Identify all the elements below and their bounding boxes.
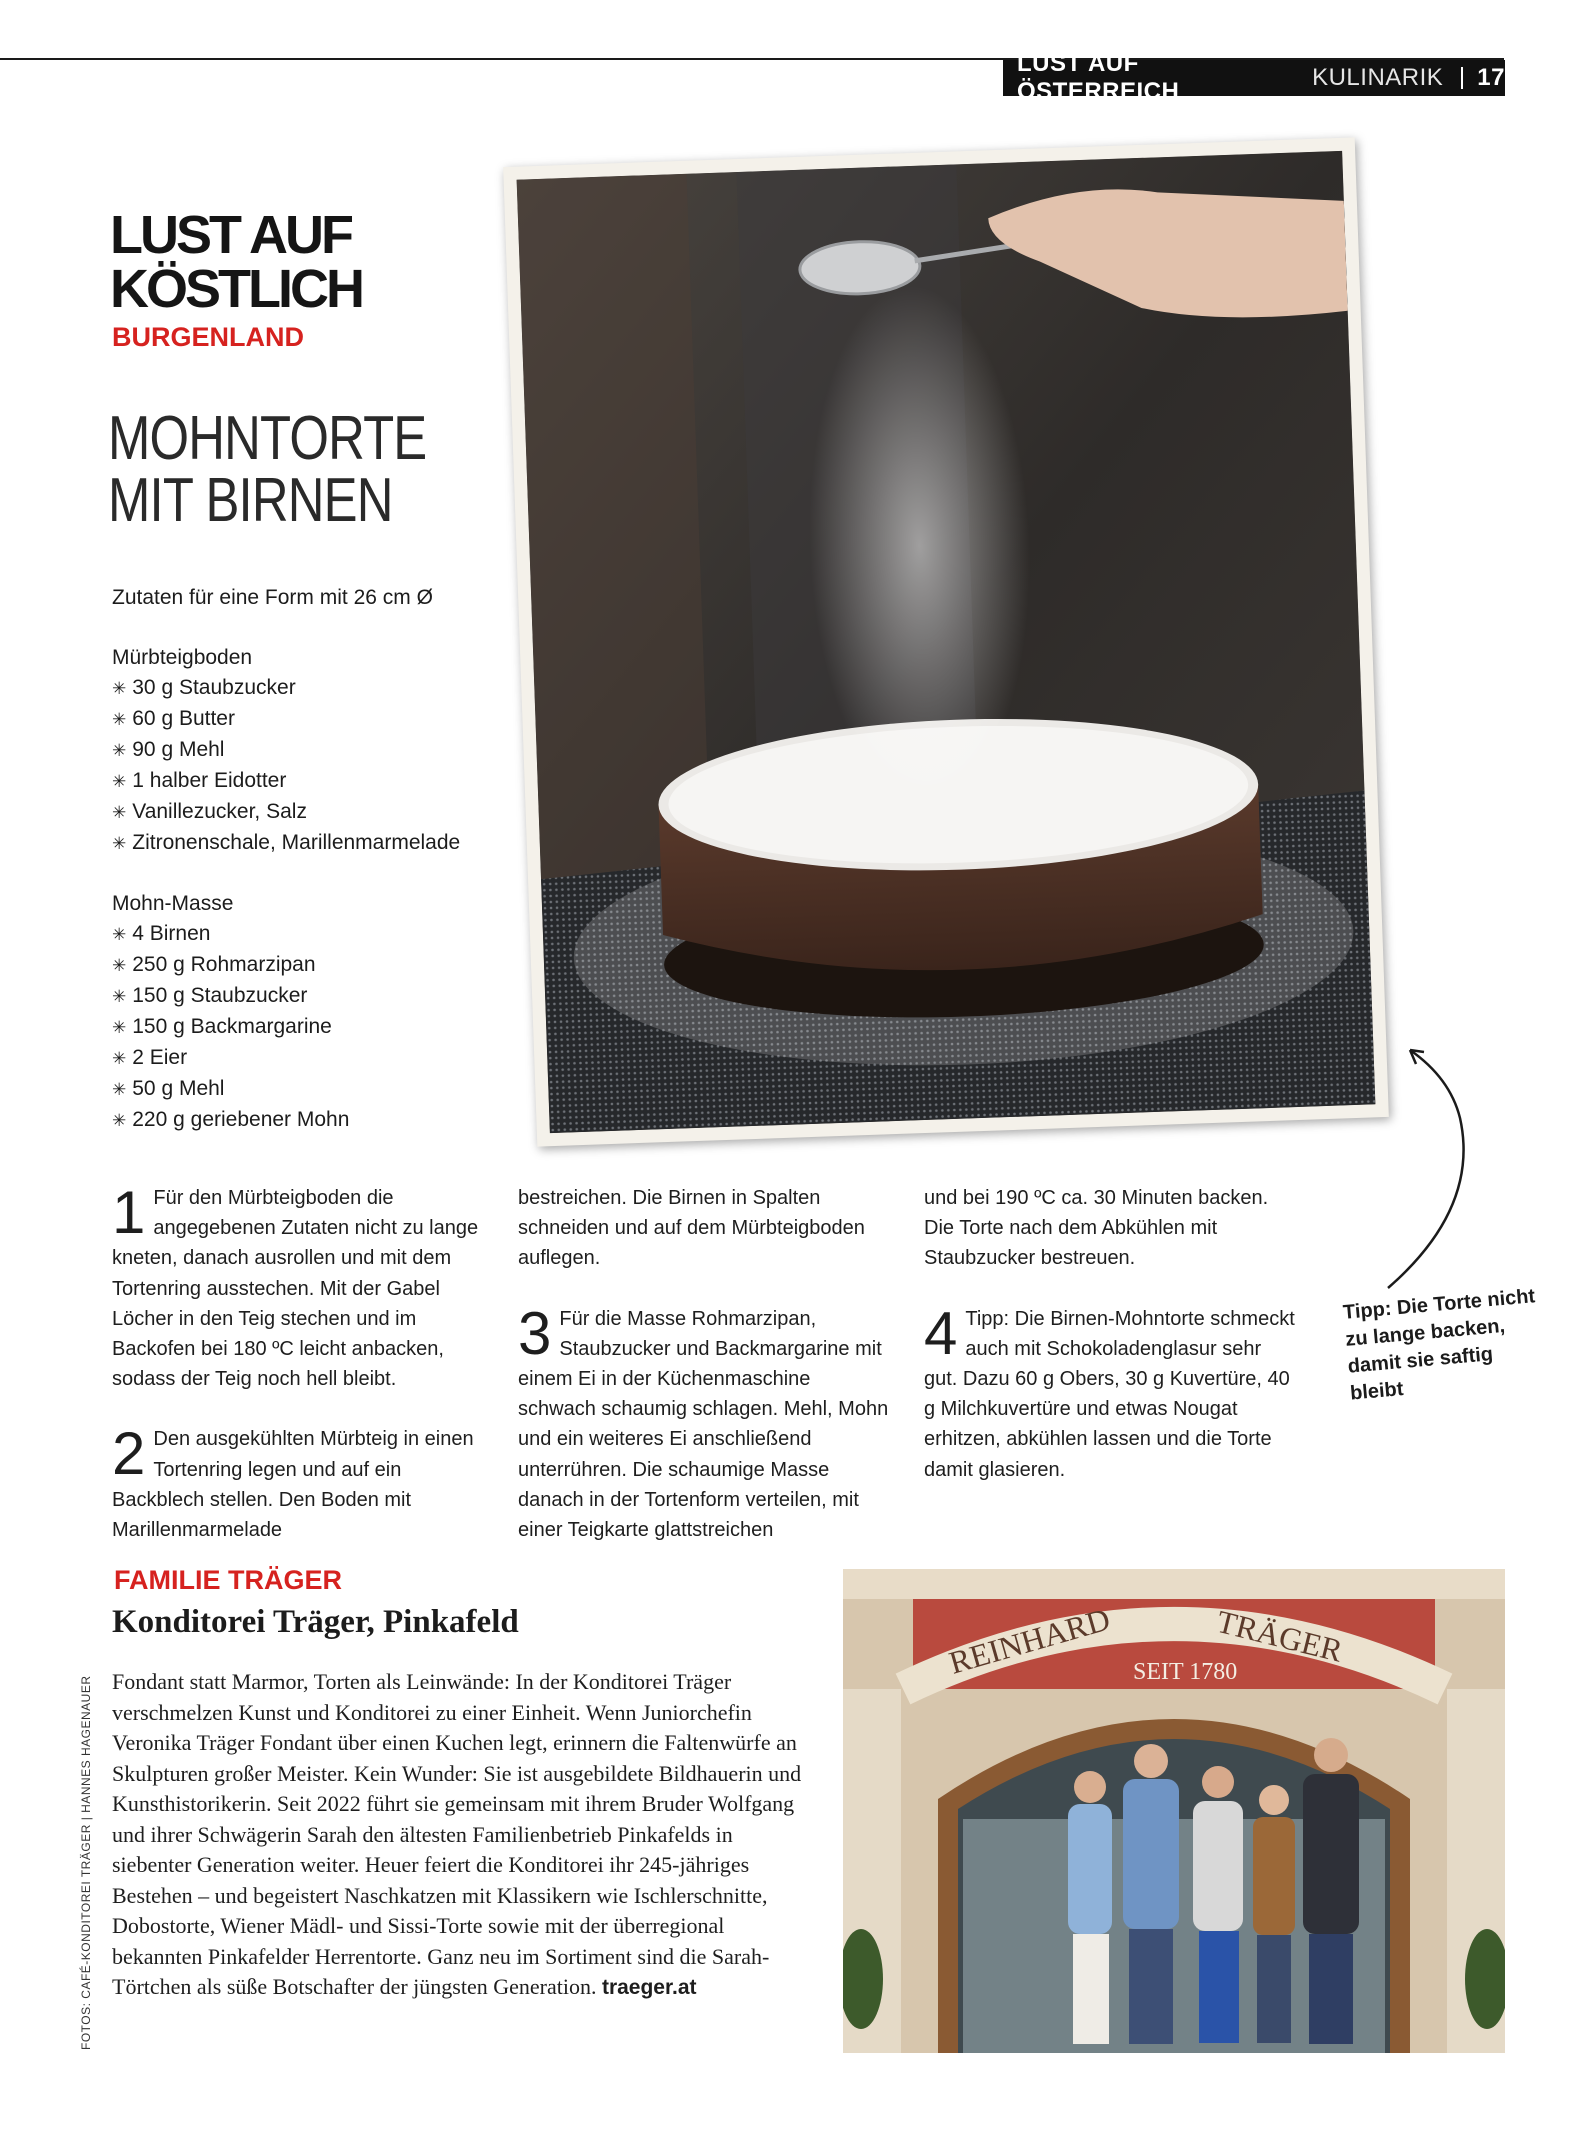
- logo-line-2: KÖSTLICH: [110, 259, 362, 319]
- step-1: [112, 1179, 487, 1394]
- brand-logo: [110, 205, 362, 319]
- steps-column-2: [518, 1183, 893, 1545]
- logo-line-1: LUST AUF: [110, 205, 351, 265]
- step-number: 3: [518, 1299, 552, 1367]
- ingredient-item: ✳ 1 halber Eidotter: [112, 766, 532, 797]
- ingredient-item: ✳ 4 Birnen: [112, 919, 532, 950]
- header-section: LUST AUF ÖSTERREICH: [1017, 50, 1180, 105]
- step-number: 1: [112, 1179, 146, 1246]
- ingredient-item: ✳ 250 g Rohmarzipan: [112, 950, 532, 981]
- family-body-text: Fondant statt Marmor, Torten als Leinwände: In der Konditorei Träger verschmelzen Kunst und Konditorei zu einer Einheit. Wenn Juniorchefin Veronika Träger Fondant über einen Kuchen legt, erinnern die Faltenwürfe an Skulpturen großer Meister. Kein Wunder: Sie ist ausgebildete Bildhauerin und Kunsthistorikerin. Seit 2022 führt sie gemeinsam mit ihrem Bruder Wolfgang und ihrer Schwägerin Sarah den ältesten Familienbetrieb Pinkafelds in siebenter Generation weiter. Heuer feiert die Konditorei ihr 245-jähriges Bestehen – und begeistert Naschkatzen mit Klassikern wie Ischlerschnitte, Dobostorte, Wiener Mädl- und Sissi-Torte sowie mit der überregional bekannten Pinkafelder Herrentorte. Ganz neu im Sortiment sind die Sarah-Törtchen als süße Botschafter der jüngsten Generation.: [112, 1669, 802, 1999]
- ingredient-list: [112, 583, 532, 1166]
- tip-arrow-icon: [1380, 1038, 1490, 1298]
- step-2-continued: bestreichen. Die Birnen in Spalten schneiden und auf dem Mürbteigboden auflegen.: [518, 1187, 865, 1270]
- step-number: 4: [924, 1299, 958, 1367]
- ingredient-item: ✳ Zitronenschale, Marillenmarmelade: [112, 828, 532, 859]
- website-link[interactable]: traeger.at: [601, 1976, 697, 1999]
- ingredient-group: [112, 889, 532, 1136]
- steps-column-3: [924, 1183, 1299, 1485]
- ingredient-item: ✳ 150 g Staubzucker: [112, 981, 532, 1012]
- page-number: 17: [1461, 67, 1505, 89]
- shop-photo: [843, 1569, 1505, 2053]
- step-text: Tipp: Die Birnen-Mohntorte schmeckt auch mit Schokoladenglasur sehr gut. Dazu 60 g Obers, 30 g Kuvertüre, 40 g Milchkuvertüre und etwas Nougat erhitzen, abkühlen lassen und die Torte damit glasieren.: [924, 1307, 1295, 1481]
- ingredient-item: ✳ Vanillezucker, Salz: [112, 797, 532, 828]
- family-headline: Konditorei Träger, Pinkafeld: [112, 1604, 519, 1640]
- shop-photo-illustration: [843, 1569, 1505, 2053]
- shop-sign-left: REINHARD: [945, 1600, 1114, 1681]
- steps-column-1: [112, 1179, 487, 1545]
- page-header: [1003, 50, 1505, 105]
- header-category: KULINARIK: [1312, 64, 1444, 91]
- tip-note: Tipp: Die Torte nicht zu lange backen, damit sie saftig bleibt: [1342, 1285, 1536, 1405]
- step-text: Den ausgekühlten Mürbteig in einen Tortenring legen und auf ein Backblech stellen. Den Boden mit Marillenmarmelade: [112, 1428, 474, 1542]
- cake-photo: [517, 151, 1376, 1133]
- ingredient-group-title: Mohn-Masse: [112, 892, 234, 915]
- family-kicker: FAMILIE TRÄGER: [114, 1565, 342, 1595]
- ingredient-group: [112, 643, 532, 859]
- recipe-title: [108, 404, 427, 535]
- recipe-title-line-1: MOHNTORTE: [108, 404, 427, 473]
- ingredient-item: ✳ 2 Eier: [112, 1043, 532, 1074]
- recipe-title-line-2: MIT BIRNEN: [108, 466, 393, 535]
- family-article: [112, 1667, 812, 2004]
- shop-sign-since: SEIT 1780: [1133, 1659, 1238, 1685]
- step-3: [518, 1299, 893, 1546]
- cake-photo-illustration: [517, 151, 1376, 1133]
- step-2: [112, 1420, 487, 1545]
- step-text: Für den Mürbteigboden die angegebenen Zutaten nicht zu lange kneten, danach ausrollen und mit dem Tortenring ausstechen. Mit der Gabel Löcher in den Teig stechen und im Backofen bei 180 ºC leicht anbacken, sodass der Teig noch hell bleibt.: [112, 1187, 479, 1391]
- ingredient-item: ✳ 220 g geriebener Mohn: [112, 1105, 532, 1136]
- shop-sign-right: TRÄGER: [1213, 1602, 1347, 1669]
- ingredient-item: ✳ 150 g Backmargarine: [112, 1012, 532, 1043]
- cake-photo-frame: [503, 137, 1389, 1146]
- ingredient-item: ✳ 90 g Mehl: [112, 735, 532, 766]
- ingredient-item: ✳ 50 g Mehl: [112, 1074, 532, 1105]
- ingredients-intro: Zutaten für eine Form mit 26 cm Ø: [112, 586, 433, 609]
- step-text: Für die Masse Rohmarzipan, Staubzucker und Backmargarine mit einem Ei in der Küchenmaschine schwach schaumig schlagen. Mehl, Mohn und ein weiteres Ei anschließend unterrühren. Die schaumige Masse danach in der Tortenform verteilen, mit einer Teigkarte glattstreichen: [518, 1307, 889, 1542]
- photo-credit: FOTOS: CAFÉ-KONDITOREI TRÄGER | HANNES HAGENAUER: [79, 1675, 93, 2050]
- ingredient-item: ✳ 60 g Butter: [112, 704, 532, 735]
- recipe-steps: [112, 1179, 1307, 1542]
- step-4: [924, 1299, 1299, 1485]
- ingredient-item: ✳ 30 g Staubzucker: [112, 673, 532, 704]
- ingredient-group-title: Mürbteigboden: [112, 646, 253, 669]
- step-3-continued: und bei 190 ºC ca. 30 Minuten backen. Die Torte nach dem Abkühlen mit Staubzucker bestreuen.: [924, 1187, 1269, 1270]
- logo-region: BURGENLAND: [112, 322, 304, 352]
- step-number: 2: [112, 1420, 146, 1488]
